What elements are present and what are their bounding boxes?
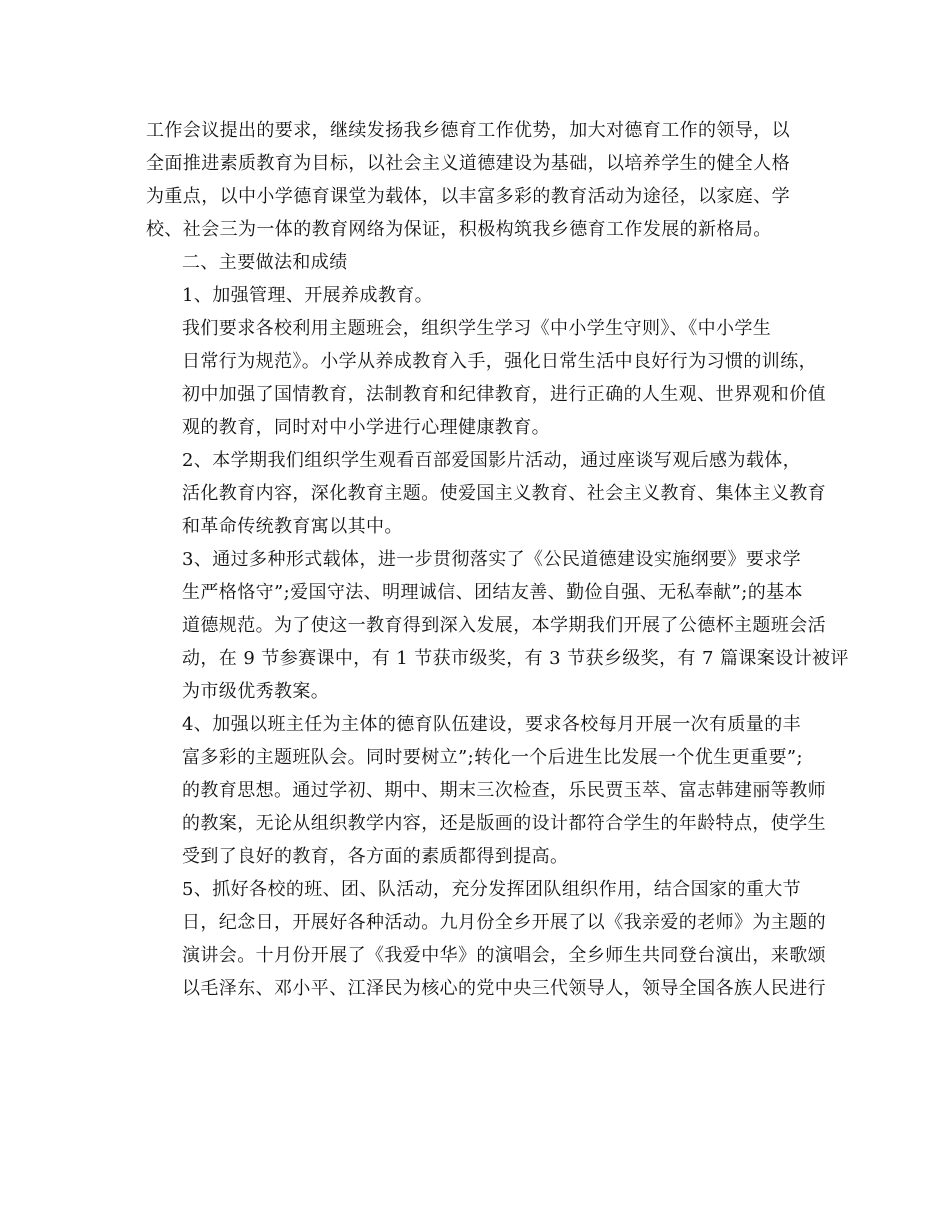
paragraph-item-1-body	[146, 312, 826, 444]
text-line: 全面推进素质教育为目标，以社会主义道德建设为基础，以培养学生的健全人格	[146, 153, 790, 174]
document-body	[146, 114, 849, 1005]
text-line: 观的教育，同时对中小学进行心理健康教育。	[182, 417, 550, 438]
paragraph-item-3	[146, 543, 849, 708]
text-line: 演讲会。十月份开展了《我爱中华》的演唱会，全乡师生共同登台演出，来歌颂	[182, 945, 826, 966]
text-line: 为重点，以中小学德育课堂为载体，以丰富多彩的教育活动为途径，以家庭、学	[146, 186, 790, 207]
text-line: 富多彩的主题班队会。同时要树立”;转化一个后进生比发展一个优生更重要”;	[182, 747, 803, 768]
text-line: 日常行为规范》。小学从养成教育入手，强化日常生活中良好行为习惯的训练，	[182, 351, 817, 372]
text-line: 的教育思想。通过学初、期中、期末三次检查，乐民贾玉萃、富志韩建丽等教师	[182, 780, 826, 801]
text-line: 和革命传统教育寓以其中。	[182, 516, 403, 537]
paragraph-item-2	[146, 444, 826, 543]
text-line: 道德规范。为了使这一教育得到深入发展，本学期我们开展了公德杯主题班会活	[182, 615, 826, 636]
paragraph-item-5	[146, 873, 826, 1005]
section-heading-main-methods	[146, 246, 806, 279]
paragraph-item-4	[146, 708, 826, 873]
text-line: 初中加强了国情教育，法制教育和纪律教育，进行正确的人生观、世界观和价值	[182, 384, 826, 405]
text-line: 日，纪念日，开展好各种活动。九月份全乡开展了以《我亲爱的老师》为主题的	[182, 912, 826, 933]
text-line: 活化教育内容，深化教育主题。使爱国主义教育、社会主义教育、集体主义教育	[182, 483, 826, 504]
paragraph-intro-continuation	[146, 114, 806, 246]
text-line: 的教案，无论从组织教学内容，还是版画的设计都符合学生的年龄特点，使学生	[182, 813, 826, 834]
text-line: 工作会议提出的要求，继续发扬我乡德育工作优势，加大对德育工作的领导，以	[146, 120, 790, 141]
text-line: 2、本学期我们组织学生观看百部爱国影片活动，通过座谈写观后感为载体，	[182, 450, 802, 471]
text-line: 动，在 9 节参赛课中，有 1 节获市级奖，有 3 节获乡级奖，有 7 篇课案设计被评	[182, 648, 849, 669]
text-line: 5、抓好各校的班、团、队活动，充分发挥团队组织作用，结合国家的重大节	[182, 879, 802, 900]
text-line: 1、加强管理、开展养成教育。	[182, 285, 434, 306]
text-line: 4、加强以班主任为主体的德育队伍建设，要求各校每月开展一次有质量的丰	[182, 714, 802, 735]
subheading-item-1	[146, 279, 806, 312]
text-line: 以毛泽东、邓小平、江泽民为核心的党中央三代领导人，领导全国各族人民进行	[182, 978, 826, 999]
text-line: 生严格恪守”;爱国守法、明理诚信、团结友善、勤俭自强、无私奉献”;的基本	[182, 582, 803, 603]
text-line: 二、主要做法和成绩	[182, 252, 348, 273]
text-line: 受到了良好的教育，各方面的素质都得到提高。	[182, 846, 569, 867]
text-line: 我们要求各校利用主题班会，组织学生学习《中小学生守则》、《中小学生	[182, 318, 772, 339]
text-line: 为市级优秀教案。	[182, 681, 330, 702]
text-line: 校、社会三为一体的教育网络为保证，积极构筑我乡德育工作发展的新格局。	[146, 219, 772, 240]
text-line: 3、通过多种形式载体，进一步贯彻落实了《公民道德建设实施纲要》要求学	[182, 549, 802, 570]
